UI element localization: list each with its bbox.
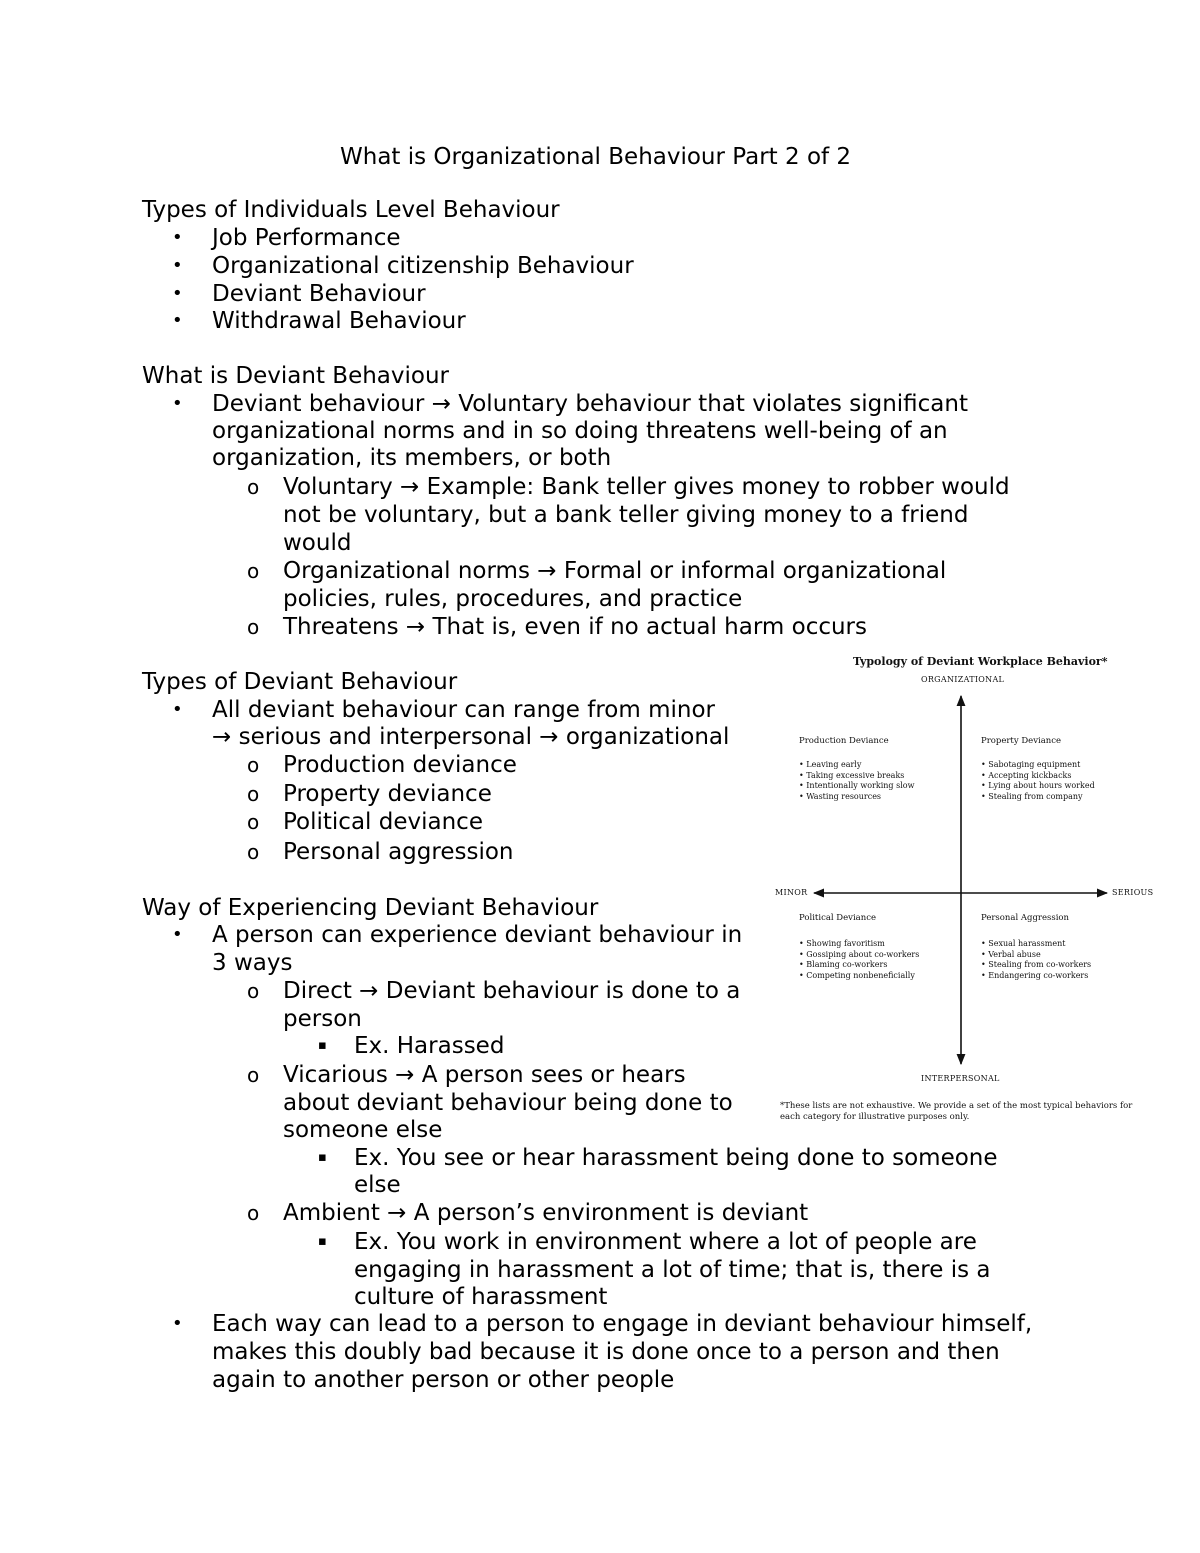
circle-marker: o [247, 1201, 260, 1225]
quadrant-list-property [981, 760, 1095, 802]
list-item: • Sabotaging equipment [981, 760, 1095, 771]
typology-axes [772, 650, 1162, 1130]
example-line: Ex. Harassed [354, 1033, 505, 1059]
list-item: • Wasting resources [799, 792, 914, 803]
quadrant-list-production [799, 760, 914, 802]
axis-label-organizational: ORGANIZATIONAL [921, 675, 1005, 684]
list-item: Deviant Behaviour [212, 281, 426, 307]
circle-marker: o [247, 979, 260, 1003]
figure-title: Typology of Deviant Workplace Behavior* [853, 655, 1108, 668]
quadrant-list-political [799, 939, 919, 981]
section-heading-what-is-deviant: What is Deviant Behaviour [142, 363, 449, 389]
sub-item-line: person [283, 1006, 362, 1032]
list-item: Organizational citizenship Behaviour [212, 253, 634, 279]
list-item: • Intentionally working slow [799, 781, 914, 792]
list-item: • Competing nonbeneficially [799, 971, 919, 982]
sub-item-line: someone else [283, 1117, 443, 1143]
list-item: • Taking excessive breaks [799, 771, 914, 782]
square-marker: ▪ [318, 1234, 327, 1249]
section-heading-types-of-deviant: Types of Deviant Behaviour [142, 669, 458, 695]
sub-item-line: would [283, 530, 352, 556]
circle-marker: o [247, 559, 260, 583]
axis-label-serious: SERIOUS [1112, 888, 1154, 897]
list-item-line: makes this doubly bad because it is done once to a person and then [212, 1339, 1000, 1365]
list-item: • Endangering co-workers [981, 971, 1091, 982]
list-item: Withdrawal Behaviour [212, 308, 466, 334]
example-line: culture of harassment [354, 1284, 608, 1310]
sub-item: Political deviance [283, 809, 483, 835]
list-item: • Accepting kickbacks [981, 771, 1095, 782]
bullet-marker: • [172, 924, 183, 945]
example-line: engaging in harassment a lot of time; that is, there is a [354, 1257, 991, 1283]
list-item-line: organization, its members, or both [212, 445, 612, 471]
bullet-marker: • [172, 283, 183, 304]
axis-label-interpersonal: INTERPERSONAL [921, 1074, 1000, 1083]
sub-item-line: Organizational norms → Formal or informal organizational [283, 558, 947, 584]
list-item: • Gossiping about co-workers [799, 950, 919, 961]
list-item-line: 3 ways [212, 950, 293, 976]
list-item: • Showing favoritism [799, 939, 919, 950]
figure-footnote: *These lists are not exhaustive. We provide a set of the most typical behaviors for each category for illustrative purposes only. [780, 1101, 1133, 1122]
typology-figure [772, 650, 1162, 1130]
list-item-line: Deviant behaviour → Voluntary behaviour that violates significant [212, 391, 968, 417]
list-item: • Stealing from co-workers [981, 960, 1091, 971]
circle-marker: o [247, 475, 260, 499]
list-item: • Leaving early [799, 760, 914, 771]
page-title: What is Organizational Behaviour Part 2 of 2 [340, 144, 852, 170]
circle-marker: o [247, 782, 260, 806]
sub-item: Property deviance [283, 781, 492, 807]
bullet-marker: • [172, 1313, 183, 1334]
list-item: • Stealing from company [981, 792, 1095, 803]
sub-item-line: about deviant behaviour being done to [283, 1090, 733, 1116]
example-line: else [354, 1172, 401, 1198]
bullet-marker: • [172, 310, 183, 331]
section-heading-individual-behaviour: Types of Individuals Level Behaviour [142, 197, 560, 223]
quadrant-title-property: Property Deviance [981, 736, 1062, 746]
list-item: • Lying about hours worked [981, 781, 1095, 792]
list-item-line: A person can experience deviant behaviour in [212, 922, 743, 948]
circle-marker: o [247, 753, 260, 777]
circle-marker: o [247, 615, 260, 639]
list-item-line: → serious and interpersonal → organizational [212, 724, 730, 750]
sub-item-line: Ambient → A person’s environment is deviant [283, 1200, 809, 1226]
axis-label-minor: MINOR [775, 888, 808, 897]
list-item-line: Each way can lead to a person to engage in deviant behaviour himself, [212, 1311, 1033, 1337]
list-item-line: organizational norms and in so doing threatens well-being of an [212, 418, 948, 444]
section-heading-experiencing-deviant: Way of Experiencing Deviant Behaviour [142, 895, 599, 921]
list-item: • Verbal abuse [981, 950, 1091, 961]
bullet-marker: • [172, 393, 183, 414]
sub-item-line: Direct → Deviant behaviour is done to a [283, 978, 741, 1004]
quadrant-title-political: Political Deviance [799, 913, 877, 923]
list-item: • Sexual harassment [981, 939, 1091, 950]
list-item-line: again to another person or other people [212, 1367, 675, 1393]
example-line: Ex. You work in environment where a lot of people are [354, 1229, 977, 1255]
list-item: • Blaming co-workers [799, 960, 919, 971]
sub-item-line: Voluntary → Example: Bank teller gives money to robber would [283, 474, 1010, 500]
example-line: Ex. You see or hear harassment being done to someone [354, 1145, 998, 1171]
list-item-line: All deviant behaviour can range from minor [212, 697, 715, 723]
circle-marker: o [247, 840, 260, 864]
sub-item-line: Threatens → That is, even if no actual harm occurs [283, 614, 867, 640]
quadrant-list-personal [981, 939, 1091, 981]
sub-item-line: Vicarious → A person sees or hears [283, 1062, 686, 1088]
sub-item-line: policies, rules, procedures, and practice [283, 586, 743, 612]
square-marker: ▪ [318, 1038, 327, 1053]
sub-item: Production deviance [283, 752, 517, 778]
bullet-marker: • [172, 699, 183, 720]
circle-marker: o [247, 1063, 260, 1087]
circle-marker: o [247, 810, 260, 834]
bullet-marker: • [172, 255, 183, 276]
square-marker: ▪ [318, 1150, 327, 1165]
quadrant-title-personal: Personal Aggression [981, 913, 1070, 923]
sub-item: Personal aggression [283, 839, 514, 865]
sub-item-line: not be voluntary, but a bank teller giving money to a friend [283, 502, 969, 528]
quadrant-title-production: Production Deviance [799, 736, 889, 746]
list-item: Job Performance [212, 225, 401, 251]
bullet-marker: • [172, 227, 183, 248]
